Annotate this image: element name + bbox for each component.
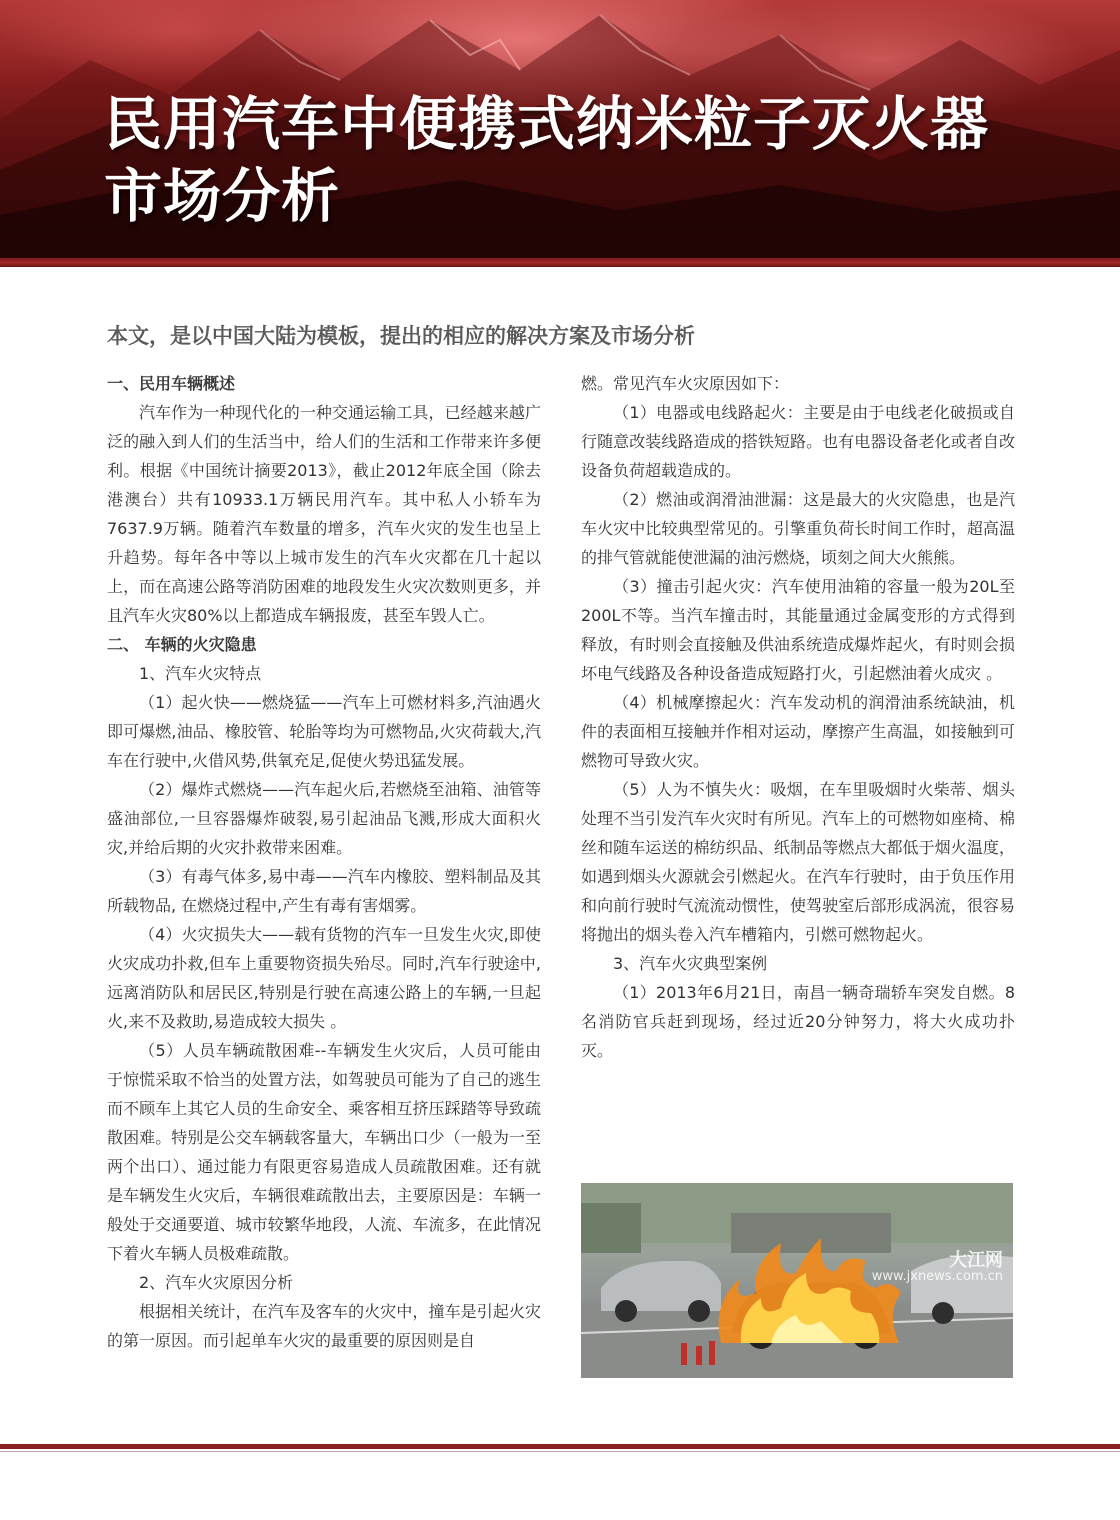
paragraph: 汽车作为一种现代化的一种交通运输工具，已经越来越广泛的融入到人们的生活当中，给人们的生活和工作带来许多便利。根据《中国统计摘要2013》，截止2012年底全国（除去港澳台）共有10933.1万辆民用汽车。其中私人小轿车为7637.9万辆。随着汽车数量的增多，汽车火灾的发生也呈上升趋势。每年各中等以上城市发生的汽车火灾都在几十起以上，而在高速公路等消防困难的地段发生火灾次数则更多，并且汽车火灾80%以上都造成车辆报废，甚至车毁人亡。 bbox=[107, 403, 541, 625]
car-fire-photo bbox=[581, 1183, 1013, 1378]
section-heading: 二、 车辆的火灾隐患 bbox=[107, 635, 257, 654]
paragraph: （3）撞击引起火灾：汽车使用油箱的容量一般为20L至200L不等。当汽车撞击时，其能量通过金属变形的方式得到释放，有时则会直接触及供油系统造成爆炸起火，有时则会损坏电气线路及各种设备造成短路打火，引起燃油着火成灾 。 bbox=[581, 577, 1015, 683]
paragraph: （4）火灾损失大——载有货物的汽车一旦发生火灾,即使火灾成功扑救,但车上重要物资损失殆尽。同时,汽车行驶途中,远离消防队和居民区,特别是行驶在高速公路上的车辆,一旦起火,来不及救助,易造成较大损失 。 bbox=[107, 925, 541, 1031]
page-title-line2: 市场分析 bbox=[104, 162, 341, 230]
paragraph: （4）机械摩擦起火：汽车发动机的润滑油系统缺油，机件的表面相互接触并作相对运动，摩擦产生高温，如接触到可燃物可导致火灾。 bbox=[581, 693, 1015, 770]
footer-divider bbox=[0, 1444, 1120, 1449]
paragraph: （2）燃油或润滑油泄漏：这是最大的火灾隐患，也是汽车火灾中比较典型常见的。引擎重负荷长时间工作时，超高温的排气管就能使泄漏的油污燃烧，顷刻之间大火熊熊。 bbox=[581, 490, 1015, 567]
paragraph-continuation: 燃。常见汽车火灾原因如下： bbox=[581, 374, 790, 393]
lead-paragraph: 本文，是以中国大陆为模板，提出的相应的解决方案及市场分析 bbox=[107, 324, 695, 348]
page-title-line1: 民用汽车中便携式纳米粒子灭火器 bbox=[104, 90, 990, 158]
header-banner bbox=[0, 0, 1120, 258]
page-title bbox=[104, 88, 1064, 232]
paragraph: （5）人员车辆疏散困难--车辆发生火灾后，人员可能由于惊慌采取不恰当的处置方法，如驾驶员可能为了自己的逃生而不顾车上其它人员的生命安全、乘客相互挤压踩踏等导致疏散困难。特别是公交车辆载客量大，车辆出口少（一般为一至两个出口）、通过能力有限更容易造成人员疏散困难。还有就是车辆发生火灾后，车辆很难疏散出去，主要原因是：车辆一般处于交通要道、城市较繁华地段，人流、车流多，在此情况下着火车辆人员极难疏散。 bbox=[107, 1041, 541, 1263]
watermark-brand: 大江网 bbox=[949, 1250, 1003, 1271]
paragraph: 根据相关统计，在汽车及客车的火灾中，撞车是引起火灾的第一原因。而引起单车火灾的最重要的原因则是自 bbox=[107, 1302, 541, 1350]
paragraph: （1）2013年6月21日，南昌一辆奇瑞轿车突发自燃。8名消防官兵赶到现场，经过近20分钟努力，将大火成功扑灭。 bbox=[581, 983, 1015, 1060]
banner-divider bbox=[0, 258, 1120, 267]
paragraph: （5）人为不慎失火：吸烟，在车里吸烟时火柴蒂、烟头处理不当引发汽车火灾时有所见。汽车上的可燃物如座椅、棉丝和随车运送的棉纺织品、纸制品等燃点大都低于烟火温度，如遇到烟头火源就会引燃起火。在汽车行驶时，由于负压作用和向前行驶时气流流动惯性，使驾驶室后部形成涡流，很容易将抛出的烟头卷入汽车槽箱内，引燃可燃物起火。 bbox=[581, 780, 1015, 944]
section-heading: 一、民用车辆概述 bbox=[107, 374, 236, 393]
paragraph: 1、汽车火灾特点 bbox=[139, 664, 262, 683]
paragraph: （1）电器或电线路起火：主要是由于电线老化破损或自行随意改装线路造成的搭铁短路。也有电器设备老化或者自改设备负荷超载造成的。 bbox=[581, 403, 1015, 480]
paragraph: 3、汽车火灾典型案例 bbox=[613, 954, 768, 973]
footer-divider-thin bbox=[0, 1451, 1120, 1452]
photo-watermark bbox=[871, 1250, 1003, 1285]
left-column bbox=[107, 369, 541, 1355]
right-column bbox=[581, 369, 1015, 1065]
paragraph: 2、汽车火灾原因分析 bbox=[139, 1273, 294, 1292]
watermark-url: www.jxnews.com.cn bbox=[871, 1269, 1003, 1284]
paragraph: （1）起火快——燃烧猛——汽车上可燃材料多,汽油遇火即可爆燃,油品、橡胶管、轮胎等均为可燃物品,火灾荷载大,汽车在行驶中,火借风势,供氧充足,促使火势迅猛发展。 bbox=[107, 693, 541, 770]
paragraph: （3）有毒气体多,易中毒——汽车内橡胶、塑料制品及其所载物品, 在燃烧过程中,产生有毒有害烟雾。 bbox=[107, 867, 541, 915]
paragraph: （2）爆炸式燃烧——汽车起火后,若燃烧至油箱、油管等盛油部位,一旦容器爆炸破裂,易引起油品飞溅,形成大面积火灾,并给后期的火灾扑救带来困难。 bbox=[107, 780, 541, 857]
